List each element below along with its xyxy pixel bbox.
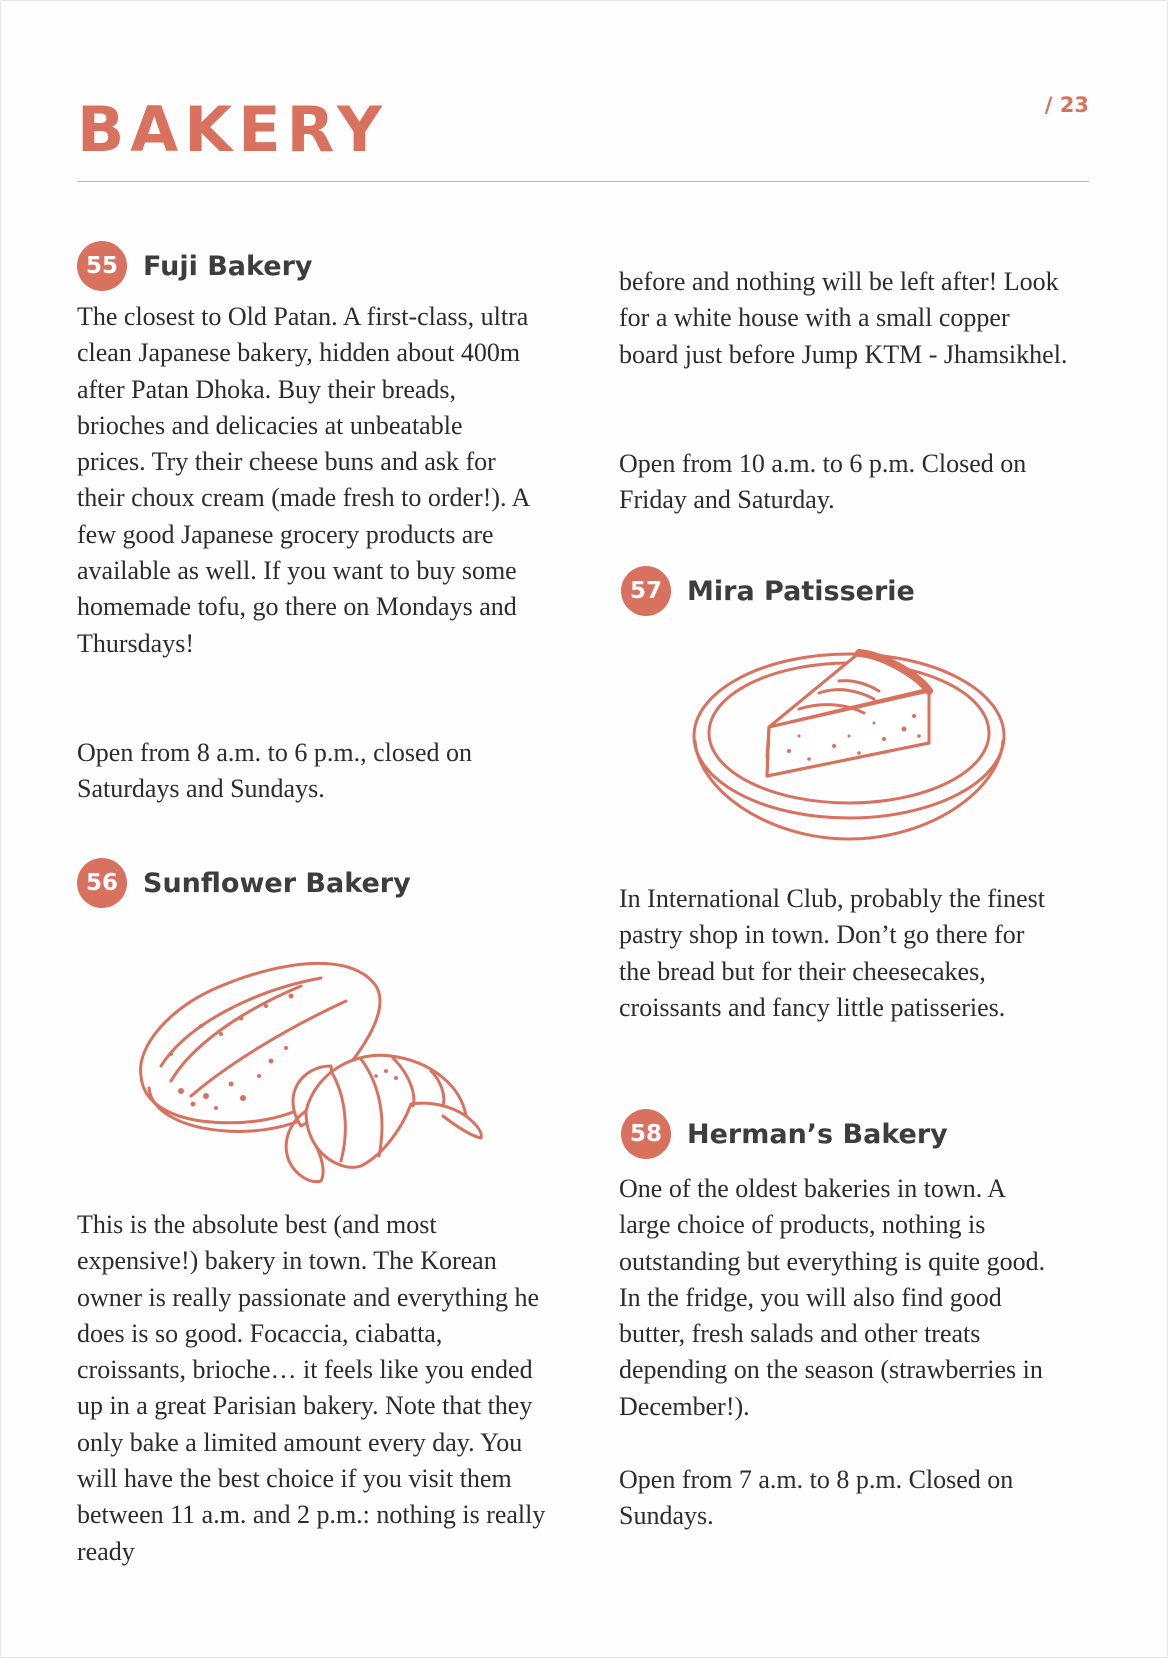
page-number: / 23 <box>1044 93 1089 117</box>
entry-hours: Open from 8 a.m. to 6 p.m., closed on Saturdays and Sundays. <box>77 738 472 804</box>
entry-description: The closest to Old Patan. A first-class, ultra clean Japanese bakery, hidden about 400m after Patan Dhoka. Buy their breads, brioches and delicacies at unbeatable prices. Try their cheese buns and ask for their choux cream (made fresh to order!). A few good Japanese grocery products are available as well. If you want to buy some homemade tofu, go there on Mondays and Thursdays! <box>77 302 529 658</box>
entry-number-badge: 55 <box>77 241 127 291</box>
entry-hours: Open from 7 a.m. to 8 p.m. Closed on Sundays. <box>619 1465 1014 1531</box>
entry-hours: Open from 10 a.m. to 6 p.m. Closed on Friday and Saturday. <box>619 449 1027 515</box>
entry-name: Fuji Bakery <box>143 250 313 282</box>
cheesecake-slice-icon <box>689 641 1009 846</box>
header-divider <box>77 181 1089 182</box>
entry-heading-hermans-bakery <box>621 1109 948 1159</box>
entry-name: Sunflower Bakery <box>143 867 411 899</box>
entry-name: Mira Patisserie <box>687 575 915 607</box>
entry-description: One of the oldest bakeries in town. A large choice of products, nothing is outstanding but everything is quite good. In the fridge, you will also find good butter, fresh salads and other treats depending on the season (strawberries in December!). <box>619 1174 1046 1421</box>
page-title: BAKERY <box>77 93 388 166</box>
entry-number-badge: 58 <box>621 1109 671 1159</box>
entry-heading-mira-patisserie <box>621 566 915 616</box>
entry-description: In International Club, probably the finest pastry shop in town. Don’t go there for the bread but for their cheesecakes, croissants and fancy little patisseries. <box>619 884 1046 1022</box>
entry-number-badge: 56 <box>77 858 127 908</box>
entry-heading-fuji-bakery <box>77 241 313 291</box>
entry-heading-sunflower-bakery <box>77 858 411 908</box>
entry-description-continued: before and nothing will be left after! Look for a white house with a small copper board just before Jump KTM - Jhamsikhel. <box>619 267 1068 369</box>
bread-and-croissant-icon <box>131 956 501 1186</box>
entry-description: This is the absolute best (and most expensive!) bakery in town. The Korean owner is really passionate and everything he does is so good. Focaccia, ciabatta, croissants, brioche… it feels like you ended up in a great Parisian bakery. Note that they only bake a limited amount every day. You will have the best choice if you visit them between 11 a.m. and 2 p.m.: nothing is really ready <box>77 1210 546 1566</box>
entry-number-badge: 57 <box>621 566 671 616</box>
entry-name: Herman’s Bakery <box>687 1118 948 1150</box>
